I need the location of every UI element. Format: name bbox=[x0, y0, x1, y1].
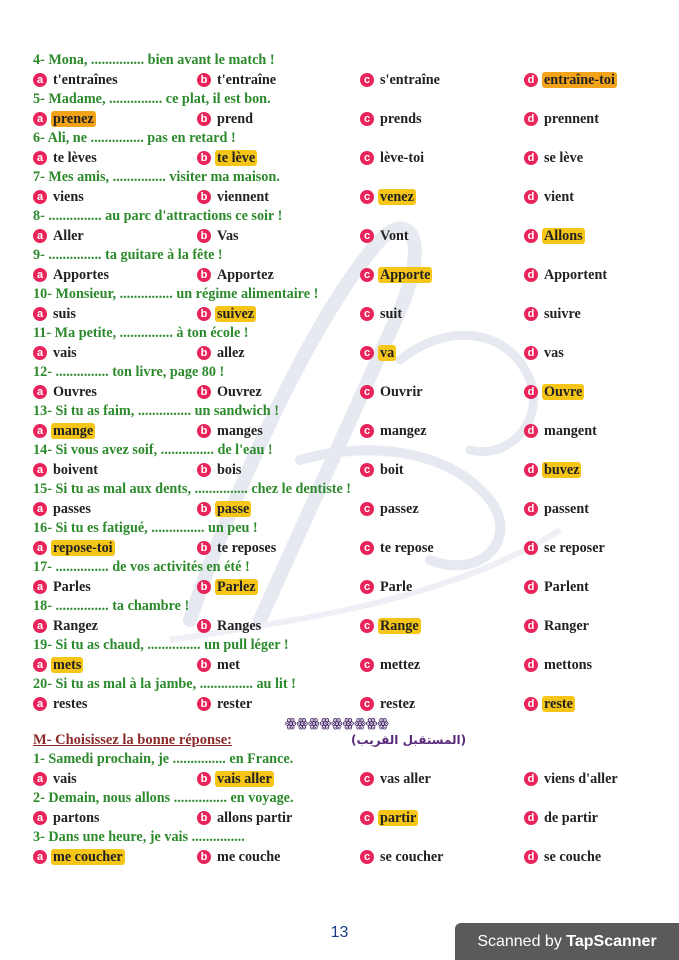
option-letter-circle-icon: a bbox=[33, 112, 47, 126]
option-letter-circle-icon: d bbox=[524, 580, 538, 594]
option-letter-circle-icon: b bbox=[197, 811, 211, 825]
option-letter-circle-icon: b bbox=[197, 463, 211, 477]
option-letter-circle-icon: d bbox=[524, 73, 538, 87]
option-c bbox=[360, 383, 425, 403]
correct-answer-highlight: me coucher bbox=[53, 848, 123, 865]
option-d bbox=[524, 305, 583, 325]
option-letter-circle-icon: a bbox=[33, 73, 47, 87]
option-letter-circle-icon: b bbox=[197, 112, 211, 126]
option-text: suit bbox=[380, 305, 403, 322]
option-text: boit bbox=[380, 461, 404, 478]
options-row bbox=[33, 617, 653, 637]
option-a bbox=[33, 539, 115, 559]
option-text: Ouvres bbox=[53, 383, 97, 400]
option-a bbox=[33, 848, 125, 868]
option-letter-circle-icon: d bbox=[524, 502, 538, 516]
option-text: Ouvrez bbox=[217, 383, 262, 400]
option-b bbox=[197, 578, 258, 598]
option-a bbox=[33, 227, 86, 247]
option-letter-circle-icon: a bbox=[33, 463, 47, 477]
option-text: Ranges bbox=[217, 617, 262, 634]
option-text: mettez bbox=[380, 656, 421, 673]
correct-answer-highlight: vais aller bbox=[217, 770, 272, 787]
correct-answer-highlight: mets bbox=[53, 656, 82, 673]
question-text: 7- Mes amis, ............... visiter ma maison. bbox=[33, 169, 280, 185]
option-b bbox=[197, 188, 271, 208]
option-text: te reposes bbox=[217, 539, 277, 556]
options-row bbox=[33, 149, 653, 169]
option-c bbox=[360, 344, 396, 364]
option-text: Parle bbox=[380, 578, 413, 595]
option-a bbox=[33, 578, 93, 598]
option-letter-circle-icon: b bbox=[197, 385, 211, 399]
scanner-badge bbox=[455, 923, 679, 960]
options-row bbox=[33, 770, 653, 790]
option-text: bois bbox=[217, 461, 242, 478]
question-text: 12- ............... ton livre, page 80 ! bbox=[33, 364, 225, 380]
option-c bbox=[360, 617, 421, 637]
page-number: 13 bbox=[330, 924, 349, 941]
option-d bbox=[524, 770, 620, 790]
option-letter-circle-icon: c bbox=[360, 772, 374, 786]
section-m bbox=[33, 730, 653, 867]
options-row bbox=[33, 578, 653, 598]
option-letter-circle-icon: c bbox=[360, 463, 374, 477]
option-d bbox=[524, 656, 594, 676]
option-letter-circle-icon: b bbox=[197, 658, 211, 672]
question-text: 8- ............... au parc d'attractions ce soir ! bbox=[33, 208, 283, 224]
option-d bbox=[524, 461, 581, 481]
option-text: Aller bbox=[53, 227, 84, 244]
option-letter-circle-icon: d bbox=[524, 772, 538, 786]
option-letter-circle-icon: a bbox=[33, 346, 47, 360]
question-text: 20- Si tu as mal à la jambe, ............... au lit ! bbox=[33, 676, 296, 692]
option-b bbox=[197, 227, 241, 247]
option-text: mangent bbox=[544, 422, 597, 439]
option-letter-circle-icon: b bbox=[197, 268, 211, 282]
option-text: vas bbox=[544, 344, 564, 361]
options-row bbox=[33, 71, 653, 91]
option-text: te repose bbox=[380, 539, 434, 556]
option-letter-circle-icon: d bbox=[524, 151, 538, 165]
option-text: passent bbox=[544, 500, 589, 517]
option-letter-circle-icon: d bbox=[524, 346, 538, 360]
option-letter-circle-icon: b bbox=[197, 619, 211, 633]
option-a bbox=[33, 266, 111, 286]
option-b bbox=[197, 266, 276, 286]
option-letter-circle-icon: d bbox=[524, 268, 538, 282]
option-letter-circle-icon: c bbox=[360, 385, 374, 399]
option-letter-circle-icon: a bbox=[33, 658, 47, 672]
option-text: partons bbox=[53, 809, 100, 826]
option-text: Apportez bbox=[217, 266, 274, 283]
scanner-badge-brand: TapScanner bbox=[566, 933, 657, 950]
correct-answer-highlight: prenez bbox=[53, 110, 94, 127]
option-letter-circle-icon: a bbox=[33, 811, 47, 825]
option-text: viens d'aller bbox=[544, 770, 618, 787]
option-letter-circle-icon: c bbox=[360, 268, 374, 282]
correct-answer-highlight: suivez bbox=[217, 305, 255, 322]
option-letter-circle-icon: b bbox=[197, 151, 211, 165]
option-letter-circle-icon: a bbox=[33, 772, 47, 786]
options-row bbox=[33, 266, 653, 286]
option-b bbox=[197, 422, 265, 442]
option-a bbox=[33, 770, 79, 790]
option-c bbox=[360, 149, 426, 169]
option-c bbox=[360, 539, 436, 559]
option-c bbox=[360, 188, 416, 208]
option-text: vais bbox=[53, 344, 77, 361]
correct-answer-highlight: mange bbox=[53, 422, 94, 439]
option-letter-circle-icon: d bbox=[524, 385, 538, 399]
option-b bbox=[197, 71, 278, 91]
option-a bbox=[33, 656, 83, 676]
correct-answer-highlight: passe bbox=[217, 500, 250, 517]
option-d bbox=[524, 227, 585, 247]
option-letter-circle-icon: d bbox=[524, 190, 538, 204]
option-text: t'entraîne bbox=[217, 71, 277, 88]
option-c bbox=[360, 656, 422, 676]
correct-answer-highlight: va bbox=[380, 344, 395, 361]
option-text: suis bbox=[53, 305, 76, 322]
option-letter-circle-icon: a bbox=[33, 229, 47, 243]
option-letter-circle-icon: a bbox=[33, 307, 47, 321]
option-b bbox=[197, 305, 256, 325]
option-letter-circle-icon: c bbox=[360, 151, 374, 165]
option-text: Parles bbox=[53, 578, 91, 595]
option-text: vais bbox=[53, 770, 77, 787]
option-text: vas aller bbox=[380, 770, 431, 787]
option-text: prend bbox=[217, 110, 254, 127]
question-text: 15- Si tu as mal aux dents, ............... chez le dentiste ! bbox=[33, 481, 352, 497]
option-letter-circle-icon: d bbox=[524, 112, 538, 126]
option-text: se coucher bbox=[380, 848, 444, 865]
option-text: allons partir bbox=[217, 809, 293, 826]
option-letter-circle-icon: c bbox=[360, 658, 374, 672]
option-c bbox=[360, 227, 411, 247]
correct-answer-highlight: buvez bbox=[544, 461, 580, 478]
option-text: se reposer bbox=[544, 539, 605, 556]
question-list-m bbox=[33, 750, 653, 867]
options-row bbox=[33, 809, 653, 829]
option-text: t'entraînes bbox=[53, 71, 118, 88]
correct-answer-highlight: entraîne-toi bbox=[544, 71, 615, 88]
option-b bbox=[197, 383, 264, 403]
option-text: Vas bbox=[217, 227, 239, 244]
option-letter-circle-icon: b bbox=[197, 346, 211, 360]
option-a bbox=[33, 344, 79, 364]
option-letter-circle-icon: b bbox=[197, 73, 211, 87]
options-row bbox=[33, 848, 653, 868]
correct-answer-highlight: repose-toi bbox=[53, 539, 113, 556]
section-subtitle-arabic: (المستقبل القريب) bbox=[351, 733, 467, 747]
question-text: 11- Ma petite, ............... à ton école ! bbox=[33, 325, 249, 341]
option-text: restes bbox=[53, 695, 88, 712]
option-text: Vont bbox=[380, 227, 409, 244]
option-a bbox=[33, 71, 120, 91]
option-b bbox=[197, 500, 251, 520]
option-b bbox=[197, 539, 278, 559]
option-c bbox=[360, 695, 417, 715]
option-letter-circle-icon: a bbox=[33, 424, 47, 438]
option-text: prennent bbox=[544, 110, 599, 127]
option-d bbox=[524, 383, 584, 403]
option-text: te lèves bbox=[53, 149, 97, 166]
question-text: 1- Samedi prochain, je ............... en France. bbox=[33, 751, 294, 767]
options-row bbox=[33, 461, 653, 481]
option-text: Ranger bbox=[544, 617, 589, 634]
option-letter-circle-icon: b bbox=[197, 580, 211, 594]
option-text: se lève bbox=[544, 149, 583, 166]
option-text: boivent bbox=[53, 461, 98, 478]
option-c bbox=[360, 848, 445, 868]
option-text: restez bbox=[380, 695, 416, 712]
option-letter-circle-icon: b bbox=[197, 190, 211, 204]
option-text: vient bbox=[544, 188, 574, 205]
option-letter-circle-icon: c bbox=[360, 190, 374, 204]
options-row bbox=[33, 422, 653, 442]
question-list bbox=[33, 51, 653, 714]
option-letter-circle-icon: d bbox=[524, 850, 538, 864]
option-text: Apportes bbox=[53, 266, 109, 283]
question-text: 19- Si tu as chaud, ............... un pull léger ! bbox=[33, 637, 289, 653]
question-text: 14- Si vous avez soif, ............... de l'eau ! bbox=[33, 442, 273, 458]
options-row bbox=[33, 344, 653, 364]
option-d bbox=[524, 539, 607, 559]
option-c bbox=[360, 809, 418, 829]
question-text: 17- ............... de vos activités en été ! bbox=[33, 559, 250, 575]
option-text: viens bbox=[53, 188, 84, 205]
option-letter-circle-icon: c bbox=[360, 619, 374, 633]
question-text: 9- ............... ta guitare à la fête ! bbox=[33, 247, 223, 263]
option-text: me couche bbox=[217, 848, 281, 865]
correct-answer-highlight: Ouvre bbox=[544, 383, 583, 400]
option-c bbox=[360, 110, 424, 130]
option-b bbox=[197, 770, 274, 790]
option-letter-circle-icon: d bbox=[524, 658, 538, 672]
question-text: 5- Madame, ............... ce plat, il est bon. bbox=[33, 91, 271, 107]
option-letter-circle-icon: c bbox=[360, 541, 374, 555]
option-letter-circle-icon: c bbox=[360, 73, 374, 87]
option-letter-circle-icon: b bbox=[197, 502, 211, 516]
option-a bbox=[33, 305, 78, 325]
correct-answer-highlight: Apporte bbox=[380, 266, 431, 283]
option-b bbox=[197, 695, 254, 715]
option-c bbox=[360, 71, 442, 91]
option-a bbox=[33, 149, 99, 169]
option-text: passes bbox=[53, 500, 91, 517]
option-letter-circle-icon: b bbox=[197, 697, 211, 711]
option-d bbox=[524, 344, 566, 364]
option-a bbox=[33, 809, 102, 829]
option-text: mangez bbox=[380, 422, 427, 439]
option-letter-circle-icon: c bbox=[360, 850, 374, 864]
option-d bbox=[524, 848, 603, 868]
option-letter-circle-icon: d bbox=[524, 424, 538, 438]
option-text: mettons bbox=[544, 656, 593, 673]
option-letter-circle-icon: c bbox=[360, 307, 374, 321]
option-text: viennent bbox=[217, 188, 270, 205]
option-letter-circle-icon: c bbox=[360, 112, 374, 126]
correct-answer-highlight: Allons bbox=[544, 227, 583, 244]
option-text: allez bbox=[217, 344, 245, 361]
option-letter-circle-icon: a bbox=[33, 268, 47, 282]
options-row bbox=[33, 383, 653, 403]
option-text: Parlent bbox=[544, 578, 589, 595]
option-text: s'entraîne bbox=[380, 71, 440, 88]
option-b bbox=[197, 461, 243, 481]
option-letter-circle-icon: c bbox=[360, 424, 374, 438]
option-d bbox=[524, 110, 601, 130]
option-text: prends bbox=[380, 110, 422, 127]
option-letter-circle-icon: d bbox=[524, 619, 538, 633]
option-d bbox=[524, 422, 599, 442]
option-b bbox=[197, 344, 247, 364]
option-d bbox=[524, 71, 617, 91]
option-letter-circle-icon: c bbox=[360, 502, 374, 516]
option-letter-circle-icon: a bbox=[33, 619, 47, 633]
question-text: 4- Mona, ............... bien avant le match ! bbox=[33, 52, 275, 68]
option-a bbox=[33, 500, 93, 520]
option-letter-circle-icon: d bbox=[524, 697, 538, 711]
section-divider: ꙮꙮꙮꙮꙮꙮꙮꙮꙮ bbox=[285, 716, 389, 730]
option-d bbox=[524, 578, 591, 598]
option-b bbox=[197, 809, 294, 829]
option-a bbox=[33, 422, 95, 442]
option-text: rester bbox=[217, 695, 253, 712]
option-a bbox=[33, 617, 100, 637]
correct-answer-highlight: te lève bbox=[217, 149, 256, 166]
options-row bbox=[33, 188, 653, 208]
option-d bbox=[524, 188, 576, 208]
option-text: manges bbox=[217, 422, 263, 439]
option-letter-circle-icon: c bbox=[360, 580, 374, 594]
correct-answer-highlight: partir bbox=[380, 809, 417, 826]
option-letter-circle-icon: a bbox=[33, 190, 47, 204]
option-text: met bbox=[217, 656, 240, 673]
correct-answer-highlight: reste bbox=[544, 695, 573, 712]
option-d bbox=[524, 809, 600, 829]
question-text: 18- ............... ta chambre ! bbox=[33, 598, 190, 614]
option-b bbox=[197, 656, 242, 676]
question-text: 3- Dans une heure, je vais ............... bbox=[33, 829, 245, 845]
option-b bbox=[197, 149, 257, 169]
option-text: suivre bbox=[544, 305, 581, 322]
option-letter-circle-icon: c bbox=[360, 811, 374, 825]
option-letter-circle-icon: b bbox=[197, 307, 211, 321]
option-c bbox=[360, 422, 429, 442]
options-row bbox=[33, 656, 653, 676]
option-d bbox=[524, 149, 585, 169]
option-c bbox=[360, 266, 432, 286]
options-row bbox=[33, 539, 653, 559]
correct-answer-highlight: venez bbox=[380, 188, 414, 205]
question-text: 10- Monsieur, ............... un régime alimentaire ! bbox=[33, 286, 319, 302]
option-letter-circle-icon: b bbox=[197, 229, 211, 243]
options-row bbox=[33, 305, 653, 325]
option-letter-circle-icon: c bbox=[360, 697, 374, 711]
option-letter-circle-icon: b bbox=[197, 850, 211, 864]
option-letter-circle-icon: a bbox=[33, 580, 47, 594]
question-text: 13- Si tu as faim, ............... un sandwich ! bbox=[33, 403, 279, 419]
option-text: de partir bbox=[544, 809, 598, 826]
option-text: passez bbox=[380, 500, 419, 517]
option-a bbox=[33, 188, 86, 208]
option-letter-circle-icon: d bbox=[524, 307, 538, 321]
option-b bbox=[197, 617, 263, 637]
section-title-text: M- Choisissez la bonne réponse: bbox=[33, 732, 232, 748]
option-a bbox=[33, 383, 99, 403]
scanner-badge-prefix: Scanned by bbox=[477, 933, 562, 950]
option-c bbox=[360, 578, 414, 598]
option-c bbox=[360, 500, 421, 520]
option-c bbox=[360, 461, 406, 481]
option-text: Apportent bbox=[544, 266, 608, 283]
option-c bbox=[360, 770, 433, 790]
option-letter-circle-icon: b bbox=[197, 772, 211, 786]
option-d bbox=[524, 617, 591, 637]
option-letter-circle-icon: c bbox=[360, 229, 374, 243]
option-letter-circle-icon: d bbox=[524, 229, 538, 243]
option-b bbox=[197, 110, 255, 130]
options-row bbox=[33, 110, 653, 130]
option-letter-circle-icon: d bbox=[524, 811, 538, 825]
question-text: 6- Ali, ne ............... pas en retard ! bbox=[33, 130, 236, 146]
option-letter-circle-icon: b bbox=[197, 424, 211, 438]
option-letter-circle-icon: a bbox=[33, 541, 47, 555]
option-text: se couche bbox=[544, 848, 602, 865]
option-letter-circle-icon: a bbox=[33, 151, 47, 165]
options-row bbox=[33, 500, 653, 520]
option-d bbox=[524, 266, 609, 286]
option-c bbox=[360, 305, 404, 325]
question-text: 16- Si tu es fatigué, ............... un peu ! bbox=[33, 520, 258, 536]
option-letter-circle-icon: a bbox=[33, 385, 47, 399]
section-title bbox=[33, 730, 653, 750]
option-text: lève-toi bbox=[380, 149, 425, 166]
option-letter-circle-icon: a bbox=[33, 502, 47, 516]
option-letter-circle-icon: d bbox=[524, 463, 538, 477]
option-letter-circle-icon: c bbox=[360, 346, 374, 360]
option-text: Ouvrir bbox=[380, 383, 423, 400]
question-text: 2- Demain, nous allons ............... en voyage. bbox=[33, 790, 294, 806]
option-a bbox=[33, 110, 96, 130]
option-letter-circle-icon: d bbox=[524, 541, 538, 555]
option-d bbox=[524, 695, 575, 715]
option-letter-circle-icon: b bbox=[197, 541, 211, 555]
option-d bbox=[524, 500, 591, 520]
option-a bbox=[33, 695, 89, 715]
correct-answer-highlight: Range bbox=[380, 617, 419, 634]
options-row bbox=[33, 227, 653, 247]
option-text: Rangez bbox=[53, 617, 98, 634]
option-letter-circle-icon: a bbox=[33, 697, 47, 711]
options-row bbox=[33, 695, 653, 715]
option-letter-circle-icon: a bbox=[33, 850, 47, 864]
option-b bbox=[197, 848, 282, 868]
option-a bbox=[33, 461, 100, 481]
correct-answer-highlight: Parlez bbox=[217, 578, 256, 595]
